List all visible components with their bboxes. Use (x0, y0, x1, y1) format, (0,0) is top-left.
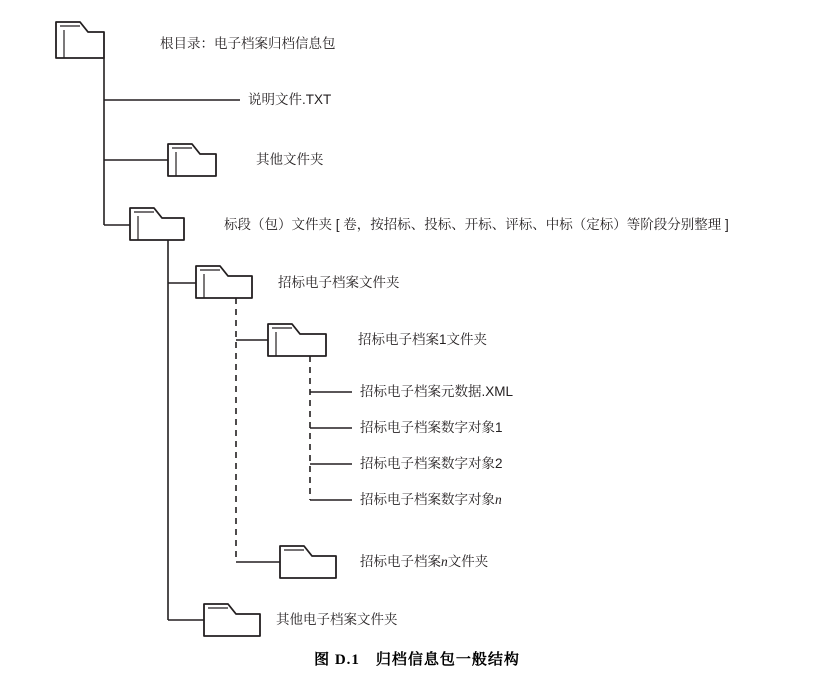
digital-object-n-index: n (495, 492, 502, 507)
folder-icon-root (56, 22, 104, 58)
bidding-archive-n-prefix: 招标电子档案 (360, 554, 441, 569)
folder-icon-other-archive (204, 604, 260, 636)
folder-icon-section-package (130, 208, 184, 240)
folder-icon-other-folder (168, 144, 216, 176)
node-label-metadata-xml: 招标电子档案元数据.XML (360, 384, 514, 399)
node-label-other-folder: 其他文件夹 (256, 152, 324, 167)
node-label-bidding-archive-1: 招标电子档案1文件夹 (358, 332, 488, 347)
node-label-bidding-archive-n (360, 554, 488, 571)
node-label-digital-object-n (360, 492, 502, 509)
node-label-digital-object-1: 招标电子档案数字对象1 (360, 420, 503, 435)
folder-icon-bidding-archive (196, 266, 252, 298)
folder-icon-bidding-archive-1 (268, 324, 326, 356)
node-label-readme: 说明文件.TXT (248, 92, 332, 107)
bidding-archive-n-index: n (441, 554, 448, 569)
node-label-other-archive: 其他电子档案文件夹 (276, 612, 398, 627)
node-label-section-package: 标段（包）文件夹 [ 卷，按招标、投标、开标、评标、中标（定标）等阶段分别整理 ] (224, 217, 729, 232)
node-label-bidding-archive: 招标电子档案文件夹 (278, 275, 400, 290)
figure-caption: 图 D.1 归档信息包一般结构 (314, 652, 520, 668)
digital-object-n-prefix: 招标电子档案数字对象 (360, 492, 495, 507)
node-label-root: 根目录：电子档案归档信息包 (160, 36, 336, 51)
node-label-digital-object-2: 招标电子档案数字对象2 (360, 456, 503, 471)
bidding-archive-n-suffix: 文件夹 (447, 554, 489, 569)
folder-icon-bidding-archive-n (280, 546, 336, 578)
